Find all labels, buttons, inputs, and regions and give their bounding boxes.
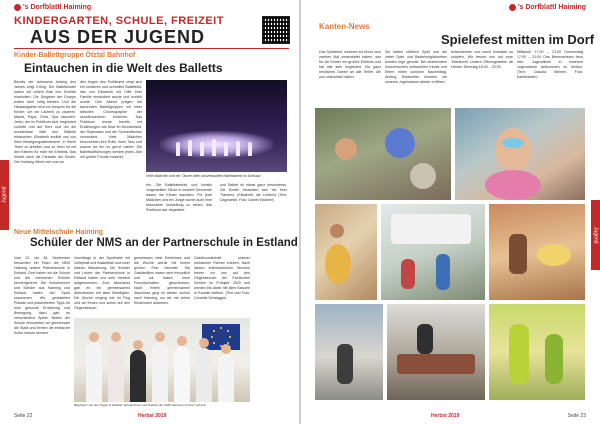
article-body-col4: und Ballett ist etwas ganz besonderes. Die Kinder bedanken sich bei ihrer Trainerin. (Elisabeth, die Leiterin) (Text: Dagmarlini; Foto: Daniel Waldner) — [220, 183, 287, 202]
article2-body-col2: Vormittags in der Sporthalle mit Volleyball und Basketball und einer kleinen Wanderung. Die Schüler und Lehrer der Partnerschule in Estland haben uns sehr herzlich aufgenommen. Zum Abschluss gab es ein gemeinsames Abendessen mit allen Beteiligten. Die Woche verging wie im Flug und wir freuen uns schon auf den Gegenbesuch. — [74, 256, 130, 310]
masthead-dot-icon — [509, 4, 516, 11]
painting-kids-photo — [315, 204, 377, 300]
table-activity-photo — [387, 304, 485, 400]
green-shirt-kids-photo — [489, 304, 585, 400]
article-body-col1: Bereits der schwache Anfang des Jahres zeigt Erfolg: Die Ballettkinder haben mit vollem Elan ihre Schritte einstudiert. Die Jüngsten der Gruppe wollen nicht ruhig bleiben. Und die Hausaufgaben sind ein Ansporn für die Kinder, um ein Lächeln zu zaubern. Mama, Papa, Oma, Opa staunten. Jeder, der im Publikum sitzt, begeistert zuhörte und auf Herz und um die wunderbare Welt des Balletts eintauchen. Elisabeth erzählt uns von ihren Bewegungsabenteuern. In Ihrem Team zu arbeiten und zu üben ist mit den Kleinen für mich ein Erlebnis. Das fördert auch die Fantasie der Kinder. Der Vorhang öffnet sich und vor — [14, 80, 76, 164]
article2-body-col1: Vom 22. bis 28. September besuchten ein Team der NMS Haiming unsere Partnerschule in Estland. Dort haben wir die Schule und die estnischen Schüler kennengelernt. Die Schülerinnen und Schüler aus Haiming und Estland hatten viel Spaß zusammen. Wir gestalteten Plakate und präsentierten Tipps für eine gesunde Ernährung und Bewegung, dazu gab es verschiedene Spiele. Neben der Schule erkundeten wir gemeinsam die Stadt und lernten die estnische Kultur besser kennen. — [14, 256, 70, 335]
issue-label-right: Herbst 2019 — [431, 413, 460, 419]
article-kicker-right: Kanten-News — [319, 22, 370, 31]
right-body-col2: Sie hatten sichtlich Spaß und die vielen Spiel- und Bastelmöglichkeiten wurden rege genutzt. Bei strahlendem Sonnenschein verbrachten Kinder und Eltern einen schönen Nachmittag. Anfang September konnten wir unseren Jugendraum wieder eröffnen. — [385, 50, 447, 84]
class-group-photo — [74, 318, 250, 402]
article-kicker-2: Neue Mittelschule Haiming — [14, 229, 104, 236]
section-tab-left: Jugend — [0, 160, 9, 230]
article2-body-col3: gemeinsam viele Erlebnisse und die Woche wurde mit einem großen Fest beendet. Die Gastfamilien waren sehr freundlich und wir haben neue Freundschaften geschlossen. Nach einem gemeinsamen Abschluss ging es wieder zurück nach Haiming, wo wir mit vielen Eindrücken ankamen. — [134, 256, 190, 305]
article-headline-right: Spielefest mitten im Dorf — [441, 32, 595, 47]
masthead-left: 's Dorfblattl Haiming — [14, 4, 91, 11]
crafts-table-photo — [489, 204, 585, 300]
right-page — [301, 0, 600, 424]
masthead-right: 's Dorfblattl Haiming — [509, 4, 586, 11]
article-body-col3: ein. Die Ballettabende und kreativ vorgestellten Tänze in unserer Gemeinde lassen die Kinder wachsen. Für jede Mädchen und ein Junge wurde auch eine besondere Vorstellung zu sehen, das Publikum war begeistert. — [146, 183, 212, 212]
outdoor-tent-photo — [381, 204, 485, 300]
article-headline-2: Schüler der NMS an der Partnerschule in Estland — [30, 237, 298, 249]
article2-body-col4: Gastfreundschaft unserer estnischen Partner erleben. Nach diesen erlebnisreichen Wochen freuen wir uns auf den Gegenbesuch der Estnischen Schüler im Frühjahr 2020 und werden bis dahin mit allen Klassen in Kontakt bleiben. (Text und Foto: Cornelia Schwigger) — [194, 256, 250, 300]
right-body-col3: teilzunehmen und somit Kontakte zu knüpfen. Wir freuen uns auf eure Teilnahme! Unsere Öffnungszeiten ab Herbst: Dienstag 18:00 – 20:00 — [451, 50, 513, 69]
article-kicker: Kinder-Ballettgruppe Ötztal Bahnhof — [14, 52, 136, 59]
section-kicker: KINDERGARTEN, SCHULE, FREIZEIT — [14, 15, 224, 27]
photo-caption: Viele Mädchen und ein Tänzer beim ausverkauften Ballettabend im Dorfsaal — [146, 174, 261, 178]
article-body-col2: den Augen des Publikums zeigt sich ein kreatives und schnelles Ballettbild, das von Elisabeth mit Hilfe ihrer Familie einstudiert wurde und erzählt wurde. Den Abend prägen die tanzenden Ballettgruppen mit einer stilvollen Choreographie der wunderschönen Kostüme. Das Publikum wurde bereits mit Erzählungen wie Alice im Wunderland, der Rosentanz und die Schneeflocken verzaubert. Viele Mädchen beschreiben ihre Rolle, ihren Tanz und warum sie ihn so gerne haben. Die Ballettaufführungen werden jedes Jahr mit großer Freude erwartet. — [80, 80, 142, 159]
face-painting-photo — [455, 108, 585, 200]
masthead-dot-icon — [14, 4, 21, 11]
section-tab-right: Jugend — [591, 200, 600, 270]
page-number-right: Seite 23 — [567, 413, 586, 419]
photo-caption-2: Begeistert von den Tagen in Estland: Schülerinnen und Schüler der NMS Haiming mit ihrer Lehrerin — [74, 403, 207, 407]
page-number-left: Seite 22 — [14, 413, 33, 419]
kids-playing-photo — [315, 108, 451, 200]
section-title: AUS DER JUGEND — [30, 27, 206, 47]
divider — [14, 48, 289, 49]
right-body-col4: Mittwoch 17:00 – 21:00 Donnerstag 17:00 – 21:00 Das Betreuerteam freut sich, Jugendliche in unserem Jugendraum willkommen zu heißen. (Text: Claudia Melnes; Foto: Kantenteam) — [517, 50, 583, 79]
left-page — [0, 0, 299, 424]
qr-code-icon — [262, 16, 290, 44]
right-body-col1: Das Spielefest, welches wir heuer zum zweiten Mal veranstaltet haben, war für die Kinder ein großes Erlebnis und hat alle sehr begeistert. Ein ganz herzliches Danke an alle Helfer, die uns unterstützt haben. — [319, 50, 381, 79]
article-headline: Eintauchen in die Welt des Balletts — [24, 61, 223, 75]
ballet-photo — [146, 80, 287, 172]
issue-label-left: Herbst 2019 — [138, 413, 167, 419]
street-games-photo — [315, 304, 383, 400]
